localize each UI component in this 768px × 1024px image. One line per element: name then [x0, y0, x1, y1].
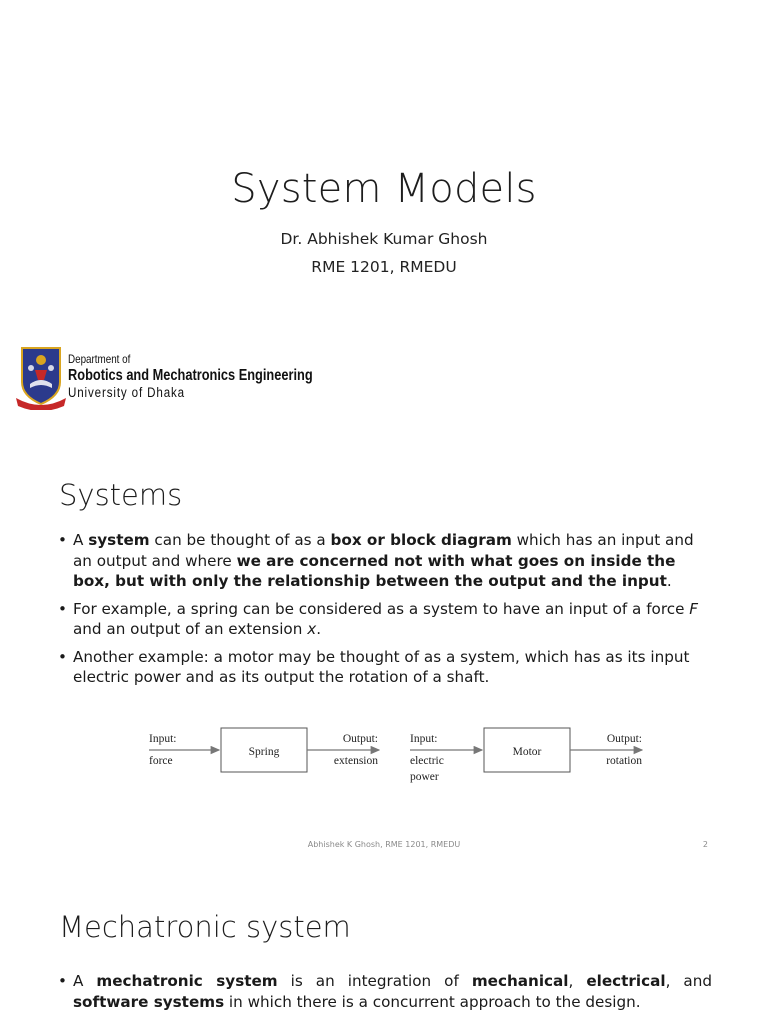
bullet-text: . [666, 572, 672, 590]
bullet-text: x [307, 620, 317, 638]
motor-output-value: rotation [606, 755, 642, 767]
motor-output-label: Output: [606, 733, 642, 745]
bullet-item [58, 530, 712, 592]
bullet-text: which has an input and an output and where [73, 531, 694, 570]
slide-title: System Models [231, 166, 537, 212]
spring-input-value: force [149, 755, 173, 767]
slide-heading: Systems [59, 478, 183, 512]
author-name: Dr. Abhishek Kumar Ghosh [280, 230, 488, 248]
logo-department-name: Robotics and Mechatronics Engineering [68, 367, 313, 384]
bullet-text: system [88, 531, 150, 549]
spring-output-label: Output: [342, 733, 378, 745]
bullet-text: . [316, 620, 322, 638]
spring-output-value: extension [333, 755, 378, 767]
bullet-text: , [568, 972, 587, 990]
bullet-text: can be thought of as a [149, 531, 331, 549]
systems-slide [0, 440, 768, 868]
bullet-text: mechanical [471, 972, 569, 990]
title-slide [0, 0, 768, 440]
bullet-text: in which there is a concurrent approach to the design. [224, 992, 641, 1011]
page-number: 2 [702, 840, 708, 849]
bullet-text: is an integration of [277, 972, 472, 990]
bullet-text: we are concerned not with what goes on inside the box, but with only the relationship between the output and the input [73, 551, 676, 590]
bullet-text: Another example: a motor may be thought of as a system, which has as its input electric power and as its output the rotation of a shaft. [73, 647, 690, 686]
bullet-text: , and [665, 972, 712, 990]
department-logo [16, 346, 316, 412]
bullet-item [58, 599, 712, 640]
university-crest-icon [16, 346, 66, 410]
spring-input-label: Input: [149, 733, 177, 745]
motor-input-value-line2: power [410, 771, 439, 783]
logo-department-label: Department of [68, 352, 131, 366]
bullet-text: mechatronic system [96, 972, 278, 990]
slide-footer: Abhishek K Ghosh, RME 1201, RMEDU [307, 840, 461, 849]
course-code: RME 1201, RMEDU [311, 258, 457, 276]
bullet-item [58, 971, 712, 1012]
motor-input-label: Input: [410, 733, 438, 745]
block-diagram [0, 720, 768, 800]
bullet-list [58, 530, 712, 695]
bullet-text: For example, a spring can be considered as a system to have an input of a force [73, 599, 690, 618]
bullet-list [58, 971, 712, 1019]
motor-block-label: Motor [512, 746, 542, 758]
bullet-text: software systems [73, 992, 225, 1011]
bullet-text: A [73, 531, 89, 549]
mechatronic-system-slide [0, 868, 768, 1024]
bullet-text: box or block diagram [330, 531, 512, 549]
bullet-item [58, 647, 712, 688]
bullet-text: F [689, 599, 699, 618]
slide-heading: Mechatronic system [59, 910, 351, 944]
logo-university-name: University of Dhaka [68, 385, 186, 400]
bullet-text: A [73, 972, 97, 990]
motor-input-value-line1: electric [410, 755, 444, 767]
bullet-text: and an output of an extension [73, 620, 308, 638]
bullet-text: electrical [586, 972, 666, 990]
spring-block-label: Spring [248, 746, 280, 758]
